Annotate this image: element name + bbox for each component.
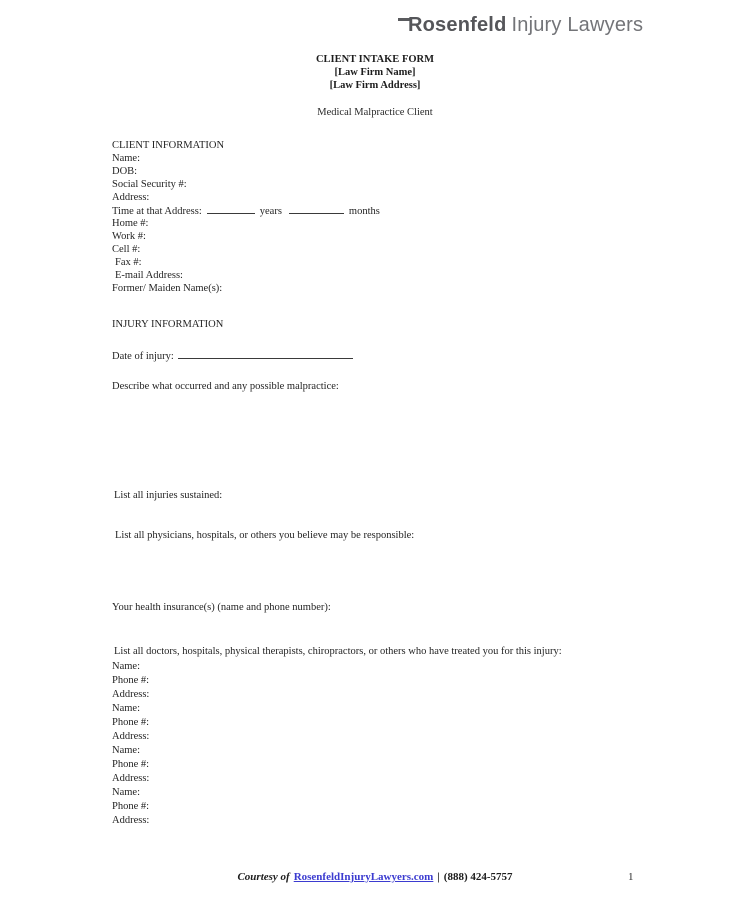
field-label-cell-phone: Cell #: <box>112 244 141 255</box>
field-label-time-at-address: Time at that Address: <box>112 206 202 217</box>
responsible-parties-prompt: List all physicians, hospitals, or others you believe may be responsible: <box>115 530 415 541</box>
field-label-former-maiden-name: Former/ Maiden Name(s): <box>112 283 223 294</box>
field-label-fax: Fax #: <box>115 257 142 268</box>
provider-address-label: Address: <box>112 731 150 742</box>
date-of-injury-line <box>112 349 353 363</box>
form-subtitle: Medical Malpractice Client <box>317 107 433 118</box>
field-label-email: E-mail Address: <box>115 270 183 281</box>
field-label-ssn: Social Security #: <box>112 179 187 190</box>
field-label-name: Name: <box>112 153 140 164</box>
footer-phone-number: (888) 424-5757 <box>443 871 513 883</box>
field-label-home-phone: Home #: <box>112 218 149 229</box>
provider-phone-label: Phone #: <box>112 759 150 770</box>
provider-name-label: Name: <box>112 787 140 798</box>
logo-brand-bold: Rosenfeld <box>408 14 507 36</box>
injuries-sustained-prompt: List all injuries sustained: <box>114 490 223 501</box>
describe-malpractice-prompt: Describe what occurred and any possible malpractice: <box>112 381 339 392</box>
provider-name-label: Name: <box>112 703 140 714</box>
client-information-section <box>112 139 380 295</box>
provider-address-label: Address: <box>112 773 150 784</box>
footer-separator: | <box>437 871 440 883</box>
provider-phone-label: Phone #: <box>112 675 150 686</box>
treating-providers-prompt: List all doctors, hospitals, physical therapists, chiropractors, or others who have treated you for this injury: <box>114 646 562 657</box>
time-at-address-line <box>112 204 380 217</box>
page-footer <box>0 871 750 883</box>
provider-address-label: Address: <box>112 815 150 826</box>
date-of-injury-blank-line <box>178 349 353 359</box>
provider-address-label: Address: <box>112 689 150 700</box>
form-title: CLIENT INTAKE FORM <box>315 54 435 65</box>
years-label: years <box>259 206 282 217</box>
page-number: 1 <box>628 871 634 883</box>
client-information-heading: CLIENT INFORMATION <box>112 140 225 151</box>
provider-phone-label: Phone #: <box>112 717 150 728</box>
months-label: months <box>348 206 380 217</box>
logo-brand-light: Injury Lawyers <box>511 14 644 36</box>
field-label-work-phone: Work #: <box>112 231 146 242</box>
field-label-address: Address: <box>112 192 150 203</box>
health-insurance-prompt: Your health insurance(s) (name and phone number): <box>112 602 331 613</box>
firm-name-placeholder: [Law Firm Name] <box>334 67 416 78</box>
provider-phone-label: Phone #: <box>112 801 150 812</box>
rosenfeld-logo <box>398 14 643 37</box>
firm-address-placeholder: [Law Firm Address] <box>329 80 421 91</box>
years-blank-line <box>207 204 255 214</box>
title-block <box>0 53 750 92</box>
field-label-date-of-injury: Date of injury: <box>112 351 174 362</box>
field-label-dob: DOB: <box>112 166 138 177</box>
treating-providers-list <box>112 660 149 828</box>
provider-name-label: Name: <box>112 745 140 756</box>
provider-name-label: Name: <box>112 661 140 672</box>
website-link[interactable]: RosenfeldInjuryLawyers.com <box>293 871 434 883</box>
months-blank-line <box>289 204 344 214</box>
courtesy-text: Courtesy of <box>237 871 290 883</box>
injury-information-heading: INJURY INFORMATION <box>112 319 224 330</box>
